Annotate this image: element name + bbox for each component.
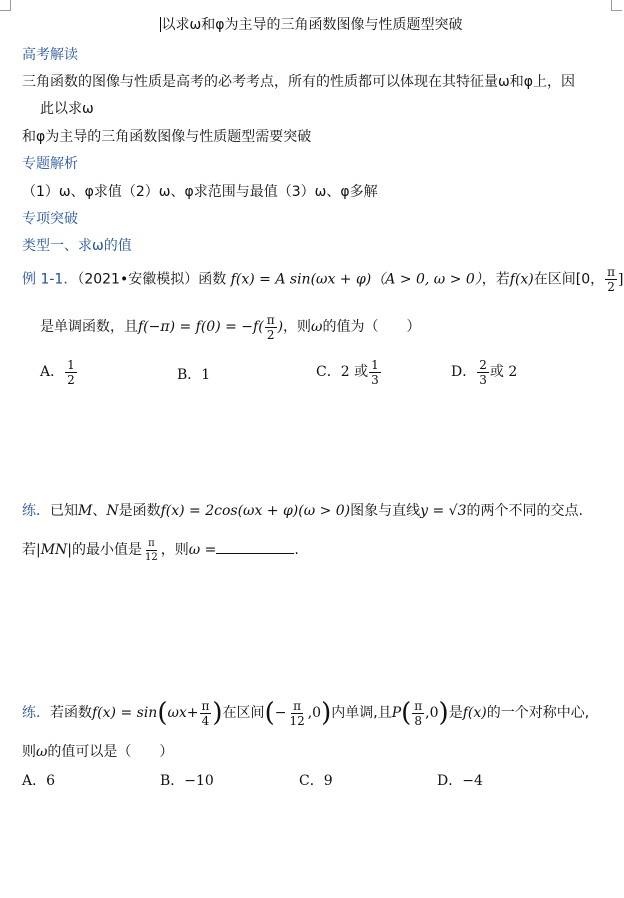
- answer-blank[interactable]: [216, 541, 294, 554]
- fraction-pi-over-2: $\frac{\pi}{2}$: [607, 265, 616, 294]
- example-label: 例 1-1．: [22, 271, 78, 288]
- intro-line-2: 此以求ω: [40, 101, 94, 117]
- fraction-2-over-3: $\frac{2}{3}$: [479, 357, 487, 387]
- practice-2-choice-d: D．−4: [437, 773, 483, 789]
- example-1-line-1: 例 1-1．（2021•安徽模拟）函数 f(x) = A sin(ωx + φ)（A > 0, ω > 0），若f(x)在区间[0， $\frac{\pi}{2}$ ]: [22, 265, 624, 294]
- practice-2-choice-c: C．9: [299, 773, 333, 789]
- heading-analysis: 专题解析: [22, 156, 78, 172]
- practice-2-line-1: 练．若函数f(x) = sin(ωx+ $\frac{\pi}{4}$ )在区间(− $\frac{\pi}{12}$ ,0)内单调,且P( $\frac{\pi}{8}$ ,0)是f(x)的一个对称中心,: [22, 698, 590, 728]
- analysis-line: （1）ω、φ求值（2）ω、φ求范围与最值（3）ω、φ多解: [22, 184, 378, 200]
- choice-a: A． $\frac{1}{2}$: [40, 357, 75, 387]
- text-cursor: [160, 17, 161, 32]
- intro-line-3: 和φ为主导的三角函数图像与性质题型需要突破: [22, 129, 312, 145]
- fraction-pi-over-4: $\frac{\pi}{4}$: [201, 698, 210, 728]
- choice-b: B．1: [177, 367, 211, 383]
- heading-gaokao: 高考解读: [22, 47, 78, 63]
- fraction-pi-over-8: $\frac{\pi}{8}$: [414, 698, 423, 728]
- fraction-pi-over-12: $\frac{\pi}{12}$: [145, 537, 158, 563]
- heading-breakthrough: 专项突破: [22, 211, 78, 227]
- document-title: 以求ω和φ为主导的三角函数图像与性质题型突破: [161, 17, 463, 33]
- practice-2-line-2: 则ω的值可以是（ ）: [22, 744, 174, 760]
- practice-2-choice-a: A．6: [22, 773, 56, 789]
- intro-line-1: 三角函数的图像与性质是高考的必考考点，所有的性质都可以体现在其特征量ω和φ上，因: [22, 74, 575, 90]
- fraction-1-over-2: $\frac{1}{2}$: [67, 357, 75, 387]
- fraction-pi-over-2-b: $\frac{\pi}{2}$: [266, 312, 275, 342]
- crop-mark-top-right: [611, 0, 622, 11]
- practice-1-line-2: 若|MN|的最小值是 $\frac{\pi}{12}$ ，则ω = .: [22, 537, 299, 563]
- practice-1-line-1: 练．已知M、N是函数f(x) = 2cos(ωx + φ)(ω > 0)图象与直线y = √3的两个不同的交点.: [22, 503, 583, 519]
- practice-1-label: 练．: [22, 503, 50, 519]
- practice-2-label: 练．: [22, 705, 50, 721]
- fraction-pi-over-12-b: $\frac{\pi}{12}$: [289, 698, 305, 728]
- example-1-line-2: 是单调函数，且f(−π) = f(0) = −f( $\frac{\pi}{2}$ )，则ω的值为（ ）: [40, 312, 421, 342]
- fraction-1-over-3: $\frac{1}{3}$: [371, 357, 379, 387]
- practice-2-choice-b: B．−10: [160, 773, 214, 789]
- heading-type1: 类型一、求ω的值: [22, 238, 132, 254]
- crop-mark-top-left: [0, 0, 11, 11]
- choice-d: D． $\frac{2}{3}$ 或 2: [451, 357, 518, 387]
- choice-c: C．2 或 $\frac{1}{3}$: [316, 357, 379, 387]
